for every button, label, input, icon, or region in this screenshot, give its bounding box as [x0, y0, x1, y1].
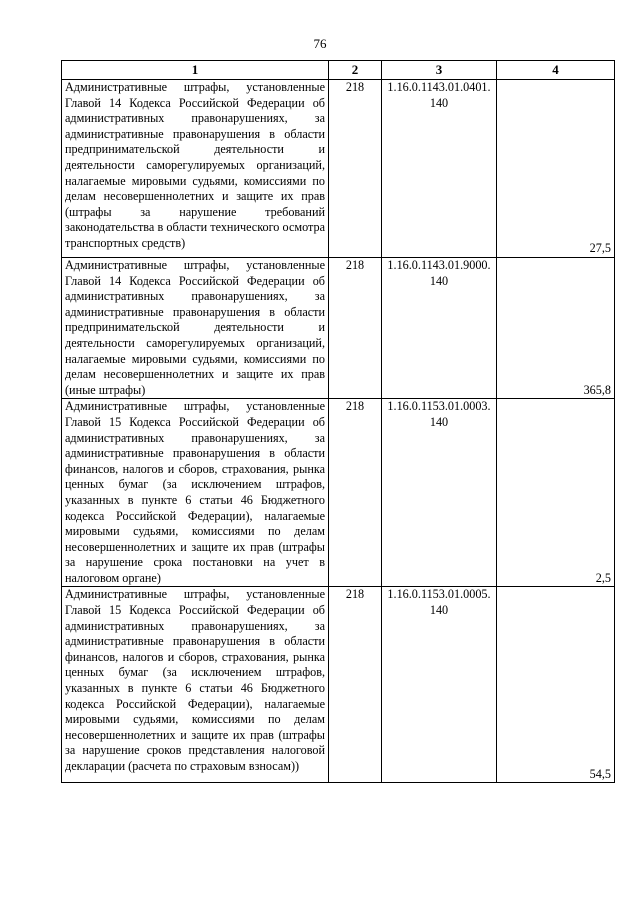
row-description: Административные штрафы, установленные Главой 15 Кодекса Российской Федерации об административных правонарушениях, за административные правонарушения в области финансов, налогов и сборов, страхования, рынка ценных бумаг (за исключением штрафов, указанных в пункте 6 статьи 46 Бюджетного кодекса Российской Федерации), налагаемые мировыми судьями, комиссиями по делам несовершеннолетних и защите их прав (штрафы за нарушение срока постановки на учет в налоговом органе)	[62, 399, 329, 587]
header-col-2: 2	[329, 61, 382, 80]
row-amount: 2,5	[497, 399, 615, 587]
row-budget-code: 1.16.0.1143.01.0401. 140	[382, 80, 497, 258]
row-description: Административные штрафы, установленные Главой 14 Кодекса Российской Федерации об административных правонарушениях, за административные правонарушения в области предпринимательской деятельности и деятельности саморегулируемых организаций, налагаемые мировыми судьями, комиссиями по делам несовершеннолетних и защите их прав (иные штрафы)	[62, 258, 329, 399]
revenue-table	[61, 60, 615, 783]
row-admin-code: 218	[329, 258, 382, 399]
header-col-4: 4	[497, 61, 615, 80]
row-budget-code: 1.16.0.1153.01.0003. 140	[382, 399, 497, 587]
page-number: 76	[313, 36, 327, 51]
row-description: Административные штрафы, установленные Главой 15 Кодекса Российской Федерации об административных правонарушениях, за административные правонарушения в области финансов, налогов и сборов, страхования, рынка ценных бумаг (за исключением штрафов, указанных в пункте 6 статьи 46 Бюджетного кодекса Российской Федерации), налагаемые мировыми судьями, комиссиями по делам несовершеннолетних и защите их прав (штрафы за нарушение сроков представления налоговой декларации (расчета по страховым взносам))	[62, 587, 329, 783]
header-col-3: 3	[382, 61, 497, 80]
row-amount: 54,5	[497, 587, 615, 783]
row-description: Административные штрафы, установленные Главой 14 Кодекса Российской Федерации об административных правонарушениях, за административные правонарушения в области предпринимательской деятельности и деятельности саморегулируемых организаций, налагаемые мировыми судьями, комиссиями по делам несовершеннолетних и защите их прав (штрафы за нарушение требований законодательства в области технического осмотра транспортных средств)	[62, 80, 329, 258]
row-admin-code: 218	[329, 80, 382, 258]
table-row	[62, 587, 615, 783]
row-budget-code: 1.16.0.1143.01.9000. 140	[382, 258, 497, 399]
row-budget-code: 1.16.0.1153.01.0005. 140	[382, 587, 497, 783]
row-admin-code: 218	[329, 587, 382, 783]
table-row	[62, 80, 615, 258]
row-amount: 27,5	[497, 80, 615, 258]
table-header-row	[62, 61, 615, 80]
header-col-1: 1	[62, 61, 329, 80]
row-amount: 365,8	[497, 258, 615, 399]
table-row	[62, 258, 615, 399]
table-row	[62, 399, 615, 587]
row-admin-code: 218	[329, 399, 382, 587]
